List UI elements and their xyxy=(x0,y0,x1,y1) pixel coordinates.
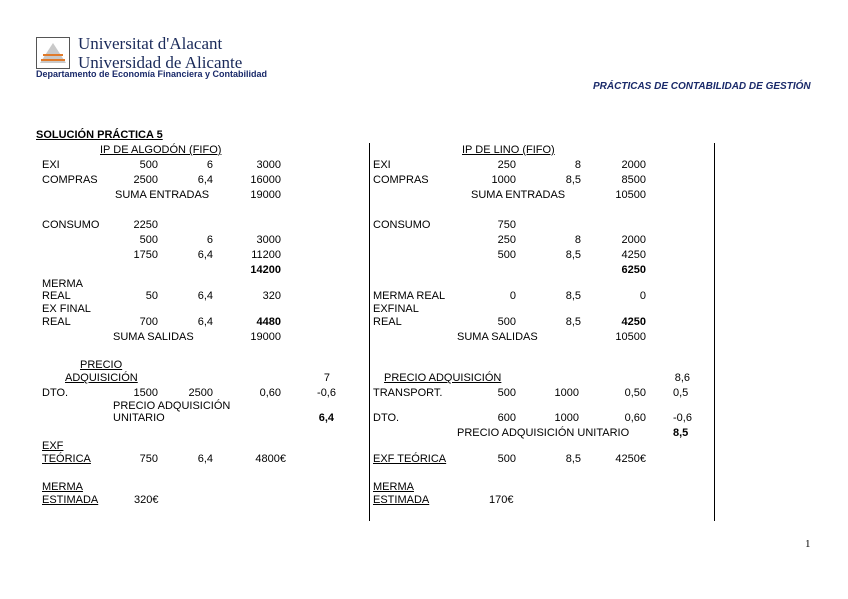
left-consumo1-total: 3000 xyxy=(256,234,281,246)
left-precio-value: 7 xyxy=(323,372,330,384)
left-consumo-label: CONSUMO xyxy=(42,219,100,231)
right-exf-price: 8,5 xyxy=(565,453,581,465)
university-logo-icon xyxy=(36,37,70,69)
right-border xyxy=(714,143,715,521)
left-exf-qty: 750 xyxy=(139,453,158,465)
left-suma-salidas-value: 19000 xyxy=(250,331,281,343)
left-exfinal-label-1: EX FINAL xyxy=(42,303,91,315)
left-heading: IP DE ALGODÓN (FIFO) xyxy=(100,144,222,156)
left-consumo-qty: 2250 xyxy=(133,219,158,231)
left-compras-total: 16000 xyxy=(250,174,281,186)
right-consumo2-qty: 500 xyxy=(497,249,516,261)
department: Departamento de Economía Financiera y Contabilidad xyxy=(36,69,268,79)
right-consumo2-price: 8,5 xyxy=(565,249,581,261)
left-unitario-label-1: PRECIO ADQUISICIÓN xyxy=(113,400,231,412)
left-dto-c: 0,60 xyxy=(259,387,281,399)
right-exfinal-label-2: REAL xyxy=(373,316,402,328)
right-transport-label: TRANSPORT. xyxy=(373,387,443,399)
right-unitario-label: PRECIO ADQUISICIÓN UNITARIO xyxy=(457,427,630,439)
right-exfinal-label-1: EXFINAL xyxy=(373,303,419,315)
left-exi-price: 6 xyxy=(206,159,213,171)
left-merma-qty: 50 xyxy=(145,290,158,302)
right-consumo1-total: 2000 xyxy=(621,234,646,246)
left-exi-qty: 500 xyxy=(139,159,158,171)
left-exi-total: 3000 xyxy=(256,159,281,171)
left-dto-b: 2500 xyxy=(188,387,213,399)
right-suma-entradas-value: 10500 xyxy=(615,189,646,201)
right-precio-label: PRECIO ADQUISICIÓN xyxy=(384,372,502,384)
left-exf-label-1: EXF xyxy=(42,440,64,452)
right-exf-total: 4250€ xyxy=(615,453,646,465)
left-exfinal-label-2: REAL xyxy=(42,316,71,328)
left-merma-est-value: 320€ xyxy=(134,494,159,506)
left-consumo2-total: 11200 xyxy=(251,249,281,261)
right-transport-a: 500 xyxy=(497,387,516,399)
right-consumo-total: 6250 xyxy=(621,264,646,276)
right-merma-est-value: 170€ xyxy=(489,494,514,506)
left-unitario-label-2: UNITARIO xyxy=(113,412,165,424)
right-merma-price: 8,5 xyxy=(565,290,581,302)
right-consumo2-total: 4250 xyxy=(621,249,646,261)
column-divider xyxy=(369,143,370,521)
right-dto-c: 0,60 xyxy=(624,412,646,424)
left-consumo1-price: 6 xyxy=(206,234,213,246)
left-exfinal-qty: 700 xyxy=(139,316,158,328)
right-merma-qty: 0 xyxy=(509,290,516,302)
left-exf-total: 4800€ xyxy=(255,453,286,465)
left-compras-qty: 2500 xyxy=(133,174,158,186)
right-suma-salidas-label: SUMA SALIDAS xyxy=(457,331,538,343)
left-dto-a: 1500 xyxy=(133,387,158,399)
left-compras-label: COMPRAS xyxy=(42,174,98,186)
right-dto-b: 1000 xyxy=(554,412,579,424)
left-merma-est-label-2: ESTIMADA xyxy=(42,494,99,506)
left-consumo2-qty: 1750 xyxy=(133,249,158,261)
left-merma-price: 6,4 xyxy=(197,290,213,302)
right-compras-qty: 1000 xyxy=(491,174,516,186)
right-consumo-label: CONSUMO xyxy=(373,219,431,231)
left-merma-est-label-1: MERMA xyxy=(42,481,83,493)
right-transport-c: 0,50 xyxy=(624,387,646,399)
left-exi-label: EXI xyxy=(42,159,60,171)
right-precio-value: 8,6 xyxy=(674,372,690,384)
right-merma-est-label-1: MERMA xyxy=(373,481,414,493)
logo-line-2: Universidad de Alicante xyxy=(78,53,243,72)
left-dto-label: DTO. xyxy=(42,387,69,399)
right-exi-total: 2000 xyxy=(621,159,646,171)
left-merma-total: 320 xyxy=(262,290,281,302)
right-compras-label: COMPRAS xyxy=(373,174,429,186)
left-dto-d: -0,6 xyxy=(317,387,336,399)
right-suma-entradas-label: SUMA ENTRADAS xyxy=(471,189,566,201)
right-consumo-qty: 750 xyxy=(497,219,516,231)
right-suma-salidas-value: 10500 xyxy=(615,331,646,343)
left-compras-price: 6,4 xyxy=(197,174,213,186)
right-exi-qty: 250 xyxy=(497,159,516,171)
right-transport-d: 0,5 xyxy=(673,387,689,399)
right-transport-b: 1000 xyxy=(554,387,579,399)
right-exf-qty: 500 xyxy=(497,453,516,465)
left-suma-entradas-label: SUMA ENTRADAS xyxy=(115,189,210,201)
right-consumo1-price: 8 xyxy=(574,234,581,246)
left-precio-label-1: PRECIO xyxy=(80,359,123,371)
left-consumo2-price: 6,4 xyxy=(197,249,213,261)
right-exi-price: 8 xyxy=(574,159,581,171)
left-consumo1-qty: 500 xyxy=(139,234,158,246)
right-unitario-value: 8,5 xyxy=(673,427,689,439)
left-merma-label-1: MERMA xyxy=(42,278,83,290)
right-exfinal-total: 4250 xyxy=(621,316,646,328)
left-unitario-value: 6,4 xyxy=(318,412,334,424)
right-merma-total: 0 xyxy=(639,290,646,302)
right-exfinal-price: 8,5 xyxy=(565,316,581,328)
right-exf-label: EXF TEÓRICA xyxy=(373,453,447,465)
left-consumo-total: 14200 xyxy=(250,264,281,276)
page-title: SOLUCIÓN PRÁCTICA 5 xyxy=(36,129,163,141)
left-merma-label-2: REAL xyxy=(42,290,71,302)
left-exfinal-price: 6,4 xyxy=(197,316,213,328)
right-compras-total: 8500 xyxy=(621,174,646,186)
right-dto-d: -0,6 xyxy=(673,412,692,424)
right-merma-est-label-2: ESTIMADA xyxy=(373,494,430,506)
right-exfinal-qty: 500 xyxy=(497,316,516,328)
left-exf-price: 6,4 xyxy=(197,453,213,465)
left-exf-label-2: TEÓRICA xyxy=(42,453,91,465)
right-dto-label: DTO. xyxy=(373,412,400,424)
page-number: 1 xyxy=(805,538,811,550)
left-exfinal-total: 4480 xyxy=(256,316,281,328)
right-dto-a: 600 xyxy=(497,412,516,424)
left-precio-label-2: ADQUISICIÓN xyxy=(65,372,138,384)
course-title: PRÁCTICAS DE CONTABILIDAD DE GESTIÓN xyxy=(593,81,811,92)
left-suma-salidas-label: SUMA SALIDAS xyxy=(113,331,194,343)
right-exi-label: EXI xyxy=(373,159,391,171)
right-consumo1-qty: 250 xyxy=(497,234,516,246)
right-compras-price: 8,5 xyxy=(565,174,581,186)
left-suma-entradas-value: 19000 xyxy=(250,189,281,201)
logo-line-1: Universitat d'Alacant xyxy=(78,34,223,53)
right-merma-label: MERMA REAL xyxy=(373,290,446,302)
right-heading: IP DE LINO (FIFO) xyxy=(462,144,555,156)
